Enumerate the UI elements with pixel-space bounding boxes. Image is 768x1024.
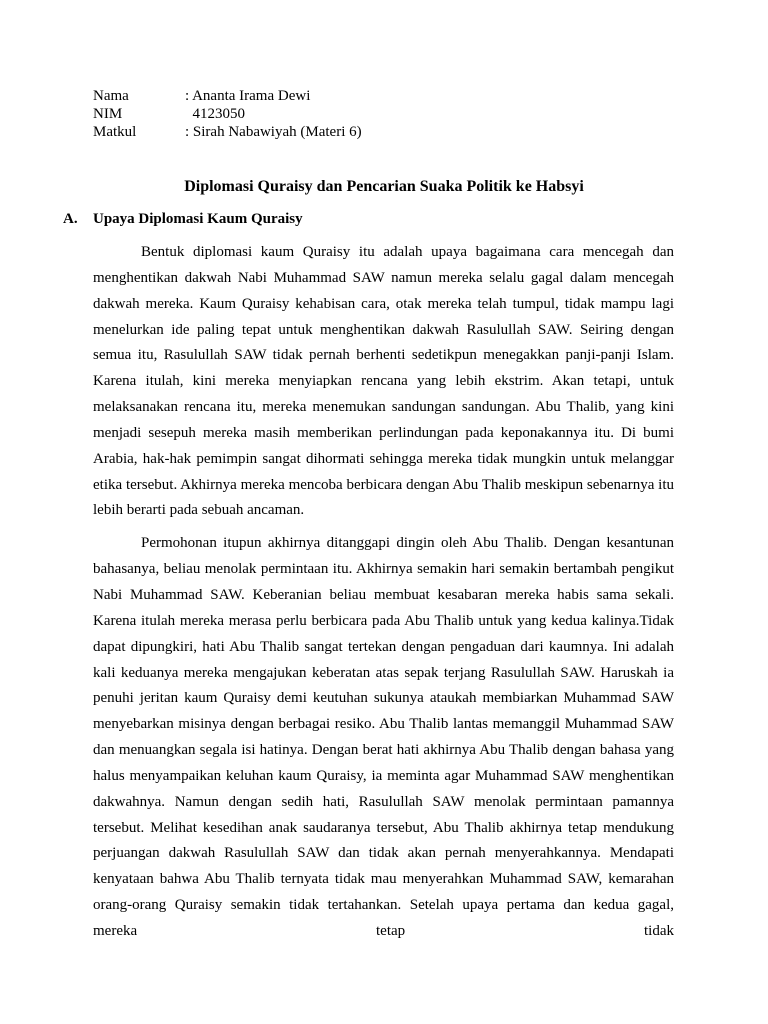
info-value: : Sirah Nabawiyah (Materi 6) [185,124,362,140]
body-text [93,240,674,952]
section-heading-text: Upaya Diplomasi Kaum Quraisy [93,211,303,227]
info-label: Matkul [93,124,137,140]
paragraph: Bentuk diplomasi kaum Quraisy itu adalah upaya bagaimana cara mencegah dan menghentikan dakwah Nabi Muhammad SAW namun mereka selalu gagal dalam mencegah dakwah mereka. Kaum Quraisy kehabisan cara, otak mereka telah tumpul, tidak mampu lagi menelurkan ide paling tepat untuk menghentikan dakwah Rasulullah SAW. Seiring dengan semua itu, Rasulullah SAW tidak pernah berhenti sedetikpun menegakkan panji-panji Islam. Karena itulah, kini mereka menyiapkan rencana yang lebih ekstrim. Akan tetapi, untuk melaksanakan rencana itu, mereka menemukan sandungan sandungan. Abu Thalib, yang kini menjadi sesepuh mereka masih memberikan perlindungan pada keponakannya itu. Di bumi Arabia, hak-hak pemimpin sangat dihormati sehingga mereka tidak mungkin untuk melanggar etika tersebut. Akhirnya mereka mencoba berbicara dengan Abu Thalib meskipun sebenarnya itu lebih berarti pada sebuah ancaman. [93,244,674,519]
student-info [93,87,362,141]
section-heading [63,209,303,229]
info-row-matkul [93,123,362,141]
info-value: : Ananta Irama Dewi [185,88,311,104]
info-label: NIM [93,106,123,122]
info-value: 4123050 [185,106,245,122]
info-label: Nama [93,88,129,104]
info-row-nim [93,105,362,123]
document-title: Diplomasi Quraisy dan Pencarian Suaka Politik ke Habsyi [184,178,584,195]
paragraph: Permohonan itupun akhirnya ditanggapi dingin oleh Abu Thalib. Dengan kesantunan bahasanya, beliau menolak permintaan itu. Akhirnya semakin hari semakin bertambah pengikut Nabi Muhammad SAW. Keberanian beliau membuat kesabaran mereka habis sama sekali. Karena itulah mereka merasa perlu berbicara pada Abu Thalib untuk yang kedua kalinya.Tidak dapat dipungkiri, hati Abu Thalib sangat tertekan dengan pengaduan dari kaumnya. Ini adalah kali keduanya mereka mengajukan keberatan atas sepak terjang Rasulullah SAW. Haruskah ia penuhi jeritan kaum Quraisy demi keutuhan sukunya ataukah membiarkan Muhammad SAW menyebarkan misinya dengan berbagai resiko. Abu Thalib lantas memanggil Muhammad SAW dan menuangkan segala isi hatinya. Dengan berat hati akhirnya Abu Thalib dengan bahasa yang halus menyampaikan keluhan kaum Quraisy, ia meminta agar Muhammad SAW menghentikan dakwahnya. Namun dengan sedih hati, Rasulullah SAW menolak permintaan pamannya tersebut. Melihat kesedihan anak saudaranya tersebut, Abu Thalib akhirnya tetap mendukung perjuangan dakwah Rasulullah SAW dan tidak akan pernah menyerahkannya. Mendapati kenyataan bahwa Abu Thalib ternyata tidak mau menyerahkan Muhammad SAW, kemarahan orang-orang Quraisy semakin tidak tertahankan. Setelah upaya pertama dan kedua gagal, mereka tetap tidak [93,535,674,939]
info-row-nama [93,87,362,105]
section-letter: A. [63,211,78,227]
